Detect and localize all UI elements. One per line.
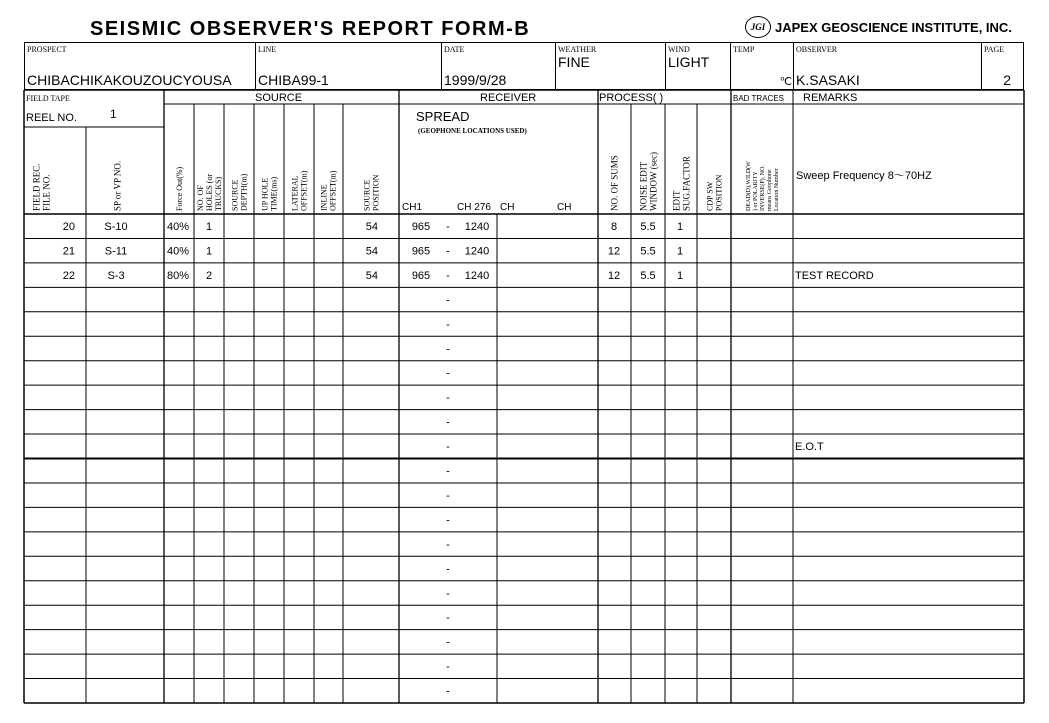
page-value: 2 (1003, 72, 1011, 88)
cell-pos: 54 (365, 269, 378, 282)
cell-dash: - (446, 489, 450, 502)
cell-ch276: 1240 (464, 221, 490, 233)
page-label: PAGE (984, 45, 1005, 54)
column-header-source-pos-line: POSITION (371, 174, 381, 211)
column-header-sums-line: NO. OF SUMS (609, 155, 620, 211)
cell-holes: 1 (205, 245, 213, 258)
column-header-lateral-line: LATERAL (290, 175, 300, 211)
cell-sug: 1 (676, 269, 684, 282)
cell-ch1: 965 (411, 221, 431, 233)
prospect-value: CHIBACHIKAKOUZOUCYOUSA (27, 72, 232, 88)
receiver-section-label: RECEIVER (480, 92, 537, 104)
cell-file: 20 (62, 221, 75, 233)
column-header-field-rec-line: FIELD REC. (31, 163, 42, 211)
ch-label-4: CH (557, 202, 572, 213)
column-header-holes-line: NO. OF (196, 185, 205, 211)
cell-force: 40% (166, 221, 190, 233)
cell-noise: 5.5 (640, 221, 656, 233)
column-header-up-hole-line: UP HOLE (260, 177, 270, 211)
cell-ch276: 1240 (464, 245, 490, 258)
cell-dash: - (446, 636, 450, 649)
column-header-holes (196, 174, 223, 211)
spread-sub-label: (GEOPHONE LOCATIONS USED) (418, 127, 527, 135)
column-header-sp-vp (113, 161, 123, 211)
cell-dash: - (446, 245, 450, 258)
cell-sp: S-3 (107, 269, 125, 282)
jgi-logo-icon: JGI (745, 16, 771, 38)
column-header-force-out-line: Force Out(%) (175, 166, 184, 211)
cell-ch1: 965 (411, 245, 431, 258)
column-header-source-depth-line: DEPTH(m) (239, 173, 249, 211)
cell-dash: - (446, 587, 450, 600)
cell-dash: - (446, 221, 450, 233)
column-header-source-depth-line: SOURCE (230, 179, 240, 211)
weather-value: FINE (558, 54, 590, 70)
column-header-field-rec (32, 163, 52, 211)
cell-ch276: 1240 (464, 269, 490, 282)
column-header-inline-line: OFFSET(m) (328, 170, 338, 211)
cell-sp: S-11 (104, 245, 128, 258)
cell-dash: - (446, 367, 450, 380)
cell-dash: - (446, 563, 450, 576)
column-header-source-pos-line: SOURCE (362, 179, 372, 211)
cell-sug: 1 (676, 221, 684, 233)
bad-traces-label: BAD TRACES (733, 94, 784, 103)
wind-value: LIGHT (668, 54, 710, 70)
column-header-sums (610, 155, 620, 211)
column-header-lateral (291, 170, 309, 211)
reel-no-label: REEL NO. (26, 112, 77, 124)
cell-noise: 5.5 (640, 269, 656, 282)
cell-dash: - (446, 661, 450, 674)
column-header-edit-sug-line: EDIT (671, 190, 682, 211)
column-header-source-pos (363, 174, 381, 211)
line-value: CHIBA99-1 (258, 72, 329, 88)
cell-sums: 8 (610, 221, 618, 233)
column-header-up-hole-line: TIME(ms) (269, 176, 279, 211)
column-header-force-out (175, 166, 184, 211)
cell-noise: 5.5 (640, 245, 656, 258)
cell-dash: - (446, 343, 450, 356)
column-header-lateral-line: OFFSET(m) (299, 170, 309, 211)
column-header-bad-traces-line: ) or POLARITY (753, 171, 759, 211)
cell-sums: 12 (607, 269, 621, 282)
cell-file: 21 (62, 245, 75, 258)
cell-sp: S-10 (104, 221, 128, 233)
prospect-label: PROSPECT (27, 45, 67, 54)
cell-dash: - (446, 465, 450, 478)
column-header-bad-traces-line: INVERSE(P), NO. (760, 165, 766, 211)
cell-ch1: 965 (411, 269, 431, 282)
cell-holes: 1 (205, 221, 213, 233)
cell-remark: E.O.T (795, 441, 824, 454)
cell-dash: - (446, 392, 450, 405)
field-tape-label: FIELD TAPE (26, 94, 70, 103)
cell-holes: 2 (205, 269, 213, 282)
observer-label: OBSERVER (796, 45, 838, 54)
date-label: DATE (444, 45, 465, 54)
column-header-noise-edit (639, 152, 659, 211)
column-header-noise-edit-line: NOISE EDIT (638, 161, 649, 211)
column-header-edit-sug (672, 156, 692, 211)
column-header-cdp-sw-line: POSITION (714, 174, 724, 211)
column-header-bad-traces-line: DEAD(D),WILD(W (746, 161, 752, 211)
column-header-source-depth (231, 173, 249, 211)
remarks-label: REMARKS (803, 92, 858, 104)
cell-force: 40% (166, 245, 190, 258)
cell-remark: TEST RECORD (795, 269, 874, 282)
column-header-holes-line: HOLES (or (205, 173, 214, 211)
wind-label: WIND (668, 45, 690, 54)
cell-sums: 12 (607, 245, 621, 258)
sweep-frequency-note: Sweep Frequency 8～70HZ (796, 170, 932, 182)
date-value: 1999/9/28 (444, 72, 507, 88)
column-header-sp-vp-line: SP or VP NO. (112, 160, 123, 211)
column-header-bad-traces (745, 161, 780, 211)
cell-dash: - (446, 416, 450, 429)
cell-dash: - (446, 685, 450, 698)
cell-dash: - (446, 294, 450, 307)
cell-pos: 54 (365, 245, 378, 258)
column-header-field-rec-line: FILE NO. (41, 174, 52, 211)
cell-dash: - (446, 441, 450, 454)
column-header-up-hole (261, 176, 279, 211)
line-label: LINE (258, 45, 277, 54)
process-section-label: PROCESS( ) (599, 92, 664, 104)
cell-force: 80% (166, 269, 190, 282)
company-name: JAPEX GEOSCIENCE INSTITUTE, INC. (775, 19, 1012, 35)
form-title: SEISMIC OBSERVER'S REPORT FORM-B (90, 18, 531, 40)
column-header-holes-line: TRUCKS) (214, 176, 223, 211)
source-section-label: SOURCE (255, 92, 303, 104)
cell-dash: - (446, 514, 450, 527)
column-header-inline-line: INLINE (319, 184, 329, 211)
spread-label: SPREAD (416, 109, 470, 124)
ch276-label: CH 276 (457, 202, 491, 213)
column-header-bad-traces-line: Location Number (774, 168, 780, 211)
column-header-inline (320, 170, 338, 211)
cell-file: 22 (62, 269, 75, 282)
ch1-label: CH1 (402, 202, 423, 213)
ch-label-3: CH (500, 202, 515, 213)
cell-dash: - (446, 269, 450, 282)
cell-sug: 1 (676, 245, 684, 258)
cell-dash: - (446, 318, 450, 331)
column-header-noise-edit-line: WINDOW (sec) (648, 151, 659, 211)
column-header-bad-traces-line: means Geophone (767, 169, 773, 211)
cell-pos: 54 (365, 221, 378, 233)
column-header-cdp-sw (706, 174, 724, 211)
column-header-edit-sug-line: SUG.FACTOR (681, 156, 692, 211)
weather-label: WEATHER (558, 45, 597, 54)
temp-unit: ℃ (779, 76, 792, 88)
temp-label: TEMP (733, 45, 755, 54)
reel-no-value: 1 (110, 107, 117, 121)
cell-dash: - (446, 538, 450, 551)
observer-value: K.SASAKI (796, 72, 860, 88)
cell-dash: - (446, 612, 450, 625)
column-header-cdp-sw-line: CDP SW (705, 181, 715, 211)
